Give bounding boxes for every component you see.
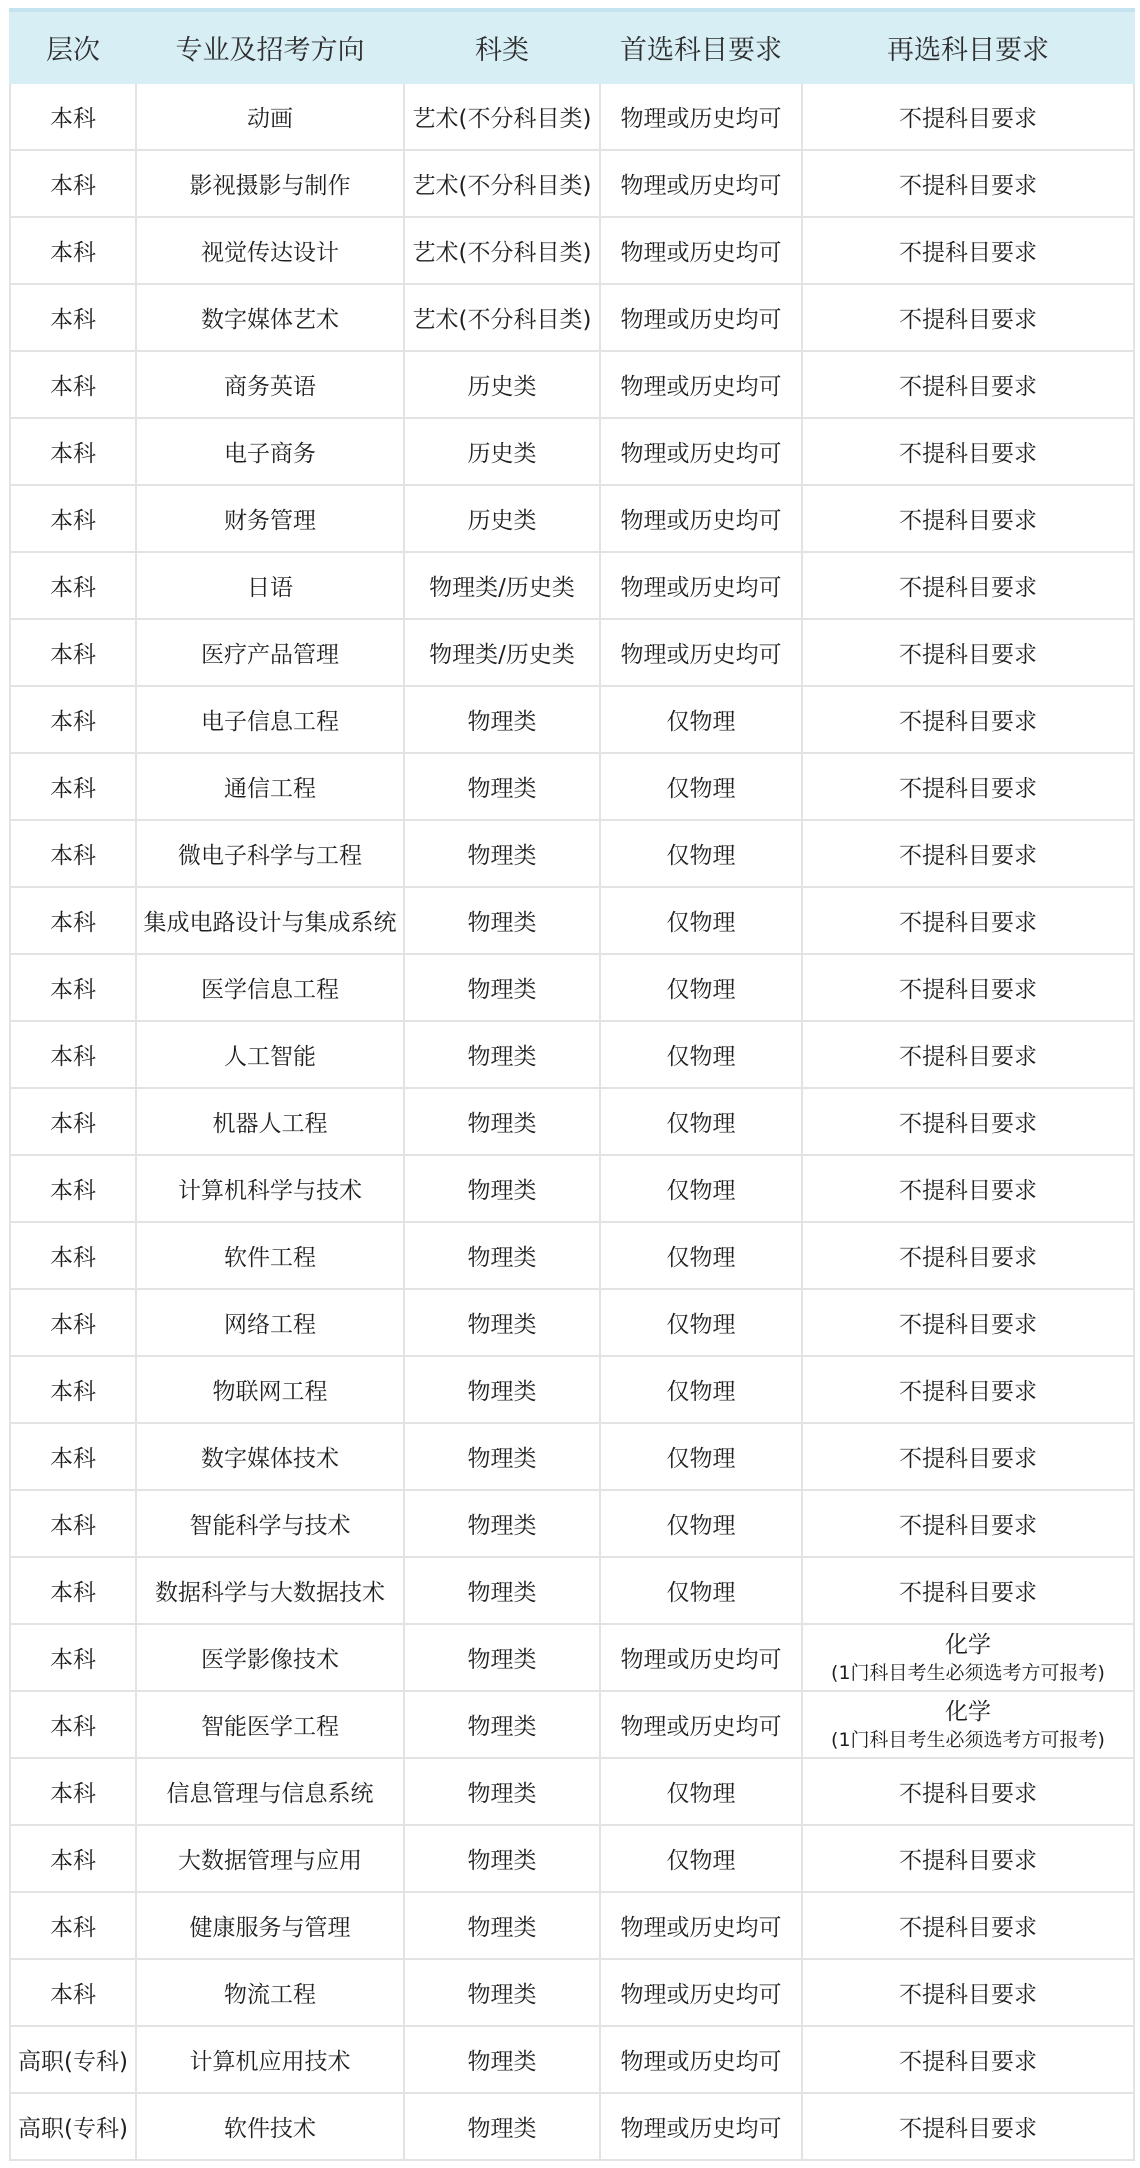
cell-level: 高职(专科) <box>10 2026 136 2093</box>
cell-second-subject: 不提科目要求 <box>802 1289 1134 1356</box>
table-row <box>10 1088 1134 1155</box>
cell-first-subject: 仅物理 <box>600 1490 802 1557</box>
cell-level: 本科 <box>10 1825 136 1892</box>
header-category: 科类 <box>404 10 600 83</box>
cell-second-subject: 不提科目要求 <box>802 418 1134 485</box>
cell-second-subject: 不提科目要求 <box>802 1892 1134 1959</box>
cell-major: 软件工程 <box>136 1222 404 1289</box>
cell-first-subject: 物理或历史均可 <box>600 1624 802 1691</box>
cell-level: 本科 <box>10 1356 136 1423</box>
cell-second-subject: 不提科目要求 <box>802 2026 1134 2093</box>
table-row <box>10 820 1134 887</box>
cell-level: 本科 <box>10 1021 136 1088</box>
cell-note-line: (1门科目考生必须选考方可报考) <box>831 1728 1105 1751</box>
cell-major: 医学信息工程 <box>136 954 404 1021</box>
cell-major: 日语 <box>136 552 404 619</box>
cell-first-subject: 物理或历史均可 <box>600 150 802 217</box>
cell-second-subject: 不提科目要求 <box>802 954 1134 1021</box>
cell-major: 健康服务与管理 <box>136 1892 404 1959</box>
table-row <box>10 552 1134 619</box>
cell-major: 电子信息工程 <box>136 686 404 753</box>
cell-category: 物理类 <box>404 1423 600 1490</box>
cell-major: 数据科学与大数据技术 <box>136 1557 404 1624</box>
cell-category: 物理类 <box>404 1490 600 1557</box>
table-row <box>10 1423 1134 1490</box>
cell-first-subject: 物理或历史均可 <box>600 217 802 284</box>
cell-major: 数字媒体技术 <box>136 1423 404 1490</box>
cell-category: 物理类 <box>404 1222 600 1289</box>
cell-major: 通信工程 <box>136 753 404 820</box>
cell-category: 艺术(不分科目类) <box>404 150 600 217</box>
cell-first-subject: 物理或历史均可 <box>600 2093 802 2160</box>
cell-first-subject: 仅物理 <box>600 1088 802 1155</box>
cell-category: 物理类 <box>404 1289 600 1356</box>
cell-first-subject: 仅物理 <box>600 1155 802 1222</box>
cell-category: 物理类/历史类 <box>404 552 600 619</box>
cell-second-subject: 不提科目要求 <box>802 217 1134 284</box>
cell-category: 物理类 <box>404 1624 600 1691</box>
table-row <box>10 1356 1134 1423</box>
cell-first-subject: 仅物理 <box>600 753 802 820</box>
cell-major: 机器人工程 <box>136 1088 404 1155</box>
cell-level: 本科 <box>10 418 136 485</box>
cell-major: 医学影像技术 <box>136 1624 404 1691</box>
cell-major: 智能科学与技术 <box>136 1490 404 1557</box>
cell-category: 艺术(不分科目类) <box>404 284 600 351</box>
cell-category: 物理类 <box>404 2026 600 2093</box>
cell-second-subject: 不提科目要求 <box>802 1222 1134 1289</box>
cell-first-subject: 仅物理 <box>600 1021 802 1088</box>
cell-second-subject: 不提科目要求 <box>802 150 1134 217</box>
cell-category: 历史类 <box>404 485 600 552</box>
table-row <box>10 485 1134 552</box>
cell-major: 信息管理与信息系统 <box>136 1758 404 1825</box>
cell-major: 动画 <box>136 83 404 150</box>
cell-major: 财务管理 <box>136 485 404 552</box>
cell-second-subject: 不提科目要求 <box>802 1423 1134 1490</box>
table-row <box>10 1490 1134 1557</box>
cell-level: 本科 <box>10 351 136 418</box>
header-major: 专业及招考方向 <box>136 10 404 83</box>
cell-first-subject: 仅物理 <box>600 820 802 887</box>
cell-main-line: 化学 <box>945 1631 991 1658</box>
cell-major: 软件技术 <box>136 2093 404 2160</box>
cell-category: 物理类 <box>404 2093 600 2160</box>
cell-first-subject: 仅物理 <box>600 1758 802 1825</box>
cell-level: 高职(专科) <box>10 2093 136 2160</box>
cell-second-subject: 不提科目要求 <box>802 284 1134 351</box>
cell-level: 本科 <box>10 1088 136 1155</box>
cell-first-subject: 物理或历史均可 <box>600 1691 802 1758</box>
cell-note-line: (1门科目考生必须选考方可报考) <box>831 1661 1105 1684</box>
cell-first-subject: 仅物理 <box>600 1289 802 1356</box>
cell-level: 本科 <box>10 1691 136 1758</box>
header-level: 层次 <box>10 10 136 83</box>
table-row <box>10 954 1134 1021</box>
cell-major: 商务英语 <box>136 351 404 418</box>
cell-major: 人工智能 <box>136 1021 404 1088</box>
cell-second-subject: 不提科目要求 <box>802 1155 1134 1222</box>
cell-first-subject: 物理或历史均可 <box>600 284 802 351</box>
cell-level: 本科 <box>10 150 136 217</box>
header-second-subject: 再选科目要求 <box>802 10 1134 83</box>
cell-major: 网络工程 <box>136 1289 404 1356</box>
subject-requirements-table <box>9 8 1135 2161</box>
cell-second-subject: 不提科目要求 <box>802 1959 1134 2026</box>
table-row <box>10 1021 1134 1088</box>
table-body <box>10 83 1134 2160</box>
cell-first-subject: 物理或历史均可 <box>600 2026 802 2093</box>
cell-level: 本科 <box>10 954 136 1021</box>
table-row <box>10 284 1134 351</box>
cell-level: 本科 <box>10 686 136 753</box>
cell-major: 数字媒体艺术 <box>136 284 404 351</box>
cell-first-subject: 物理或历史均可 <box>600 418 802 485</box>
cell-second-subject: 不提科目要求 <box>802 1088 1134 1155</box>
cell-major: 智能医学工程 <box>136 1691 404 1758</box>
cell-category: 艺术(不分科目类) <box>404 83 600 150</box>
cell-second-subject: 不提科目要求 <box>802 1021 1134 1088</box>
cell-level: 本科 <box>10 1758 136 1825</box>
cell-second-subject: 不提科目要求 <box>802 887 1134 954</box>
cell-first-subject: 物理或历史均可 <box>600 1959 802 2026</box>
cell-second-subject: 不提科目要求 <box>802 485 1134 552</box>
cell-major: 微电子科学与工程 <box>136 820 404 887</box>
table-row <box>10 1758 1134 1825</box>
cell-first-subject: 仅物理 <box>600 1557 802 1624</box>
table-row <box>10 217 1134 284</box>
cell-category: 物理类 <box>404 954 600 1021</box>
table-row <box>10 619 1134 686</box>
cell-level: 本科 <box>10 1557 136 1624</box>
table-row <box>10 1691 1134 1758</box>
cell-major: 视觉传达设计 <box>136 217 404 284</box>
cell-first-subject: 物理或历史均可 <box>600 485 802 552</box>
table-row <box>10 1155 1134 1222</box>
table-row <box>10 753 1134 820</box>
cell-first-subject: 仅物理 <box>600 1825 802 1892</box>
cell-second-subject: 不提科目要求 <box>802 351 1134 418</box>
cell-level: 本科 <box>10 1222 136 1289</box>
cell-second-subject <box>802 1691 1134 1758</box>
cell-major: 大数据管理与应用 <box>136 1825 404 1892</box>
cell-category: 物理类 <box>404 1155 600 1222</box>
table-row <box>10 887 1134 954</box>
cell-second-subject: 不提科目要求 <box>802 83 1134 150</box>
cell-first-subject: 仅物理 <box>600 1423 802 1490</box>
table-row <box>10 418 1134 485</box>
cell-category: 物理类 <box>404 1356 600 1423</box>
cell-first-subject: 物理或历史均可 <box>600 351 802 418</box>
table-row <box>10 150 1134 217</box>
cell-category: 物理类 <box>404 1021 600 1088</box>
cell-category: 物理类 <box>404 1691 600 1758</box>
cell-level: 本科 <box>10 1155 136 1222</box>
cell-major: 物联网工程 <box>136 1356 404 1423</box>
cell-major: 电子商务 <box>136 418 404 485</box>
cell-first-subject: 物理或历史均可 <box>600 619 802 686</box>
cell-level: 本科 <box>10 485 136 552</box>
cell-level: 本科 <box>10 1423 136 1490</box>
cell-second-subject: 不提科目要求 <box>802 552 1134 619</box>
cell-first-subject: 物理或历史均可 <box>600 1892 802 1959</box>
table-header-row <box>10 10 1134 83</box>
cell-major: 医疗产品管理 <box>136 619 404 686</box>
cell-second-subject: 不提科目要求 <box>802 1557 1134 1624</box>
cell-second-subject: 不提科目要求 <box>802 1490 1134 1557</box>
cell-major: 影视摄影与制作 <box>136 150 404 217</box>
cell-second-subject: 不提科目要求 <box>802 619 1134 686</box>
cell-level: 本科 <box>10 83 136 150</box>
cell-level: 本科 <box>10 887 136 954</box>
cell-second-subject: 不提科目要求 <box>802 820 1134 887</box>
cell-major: 集成电路设计与集成系统 <box>136 887 404 954</box>
table-row <box>10 1557 1134 1624</box>
cell-level: 本科 <box>10 217 136 284</box>
cell-category: 物理类 <box>404 1758 600 1825</box>
cell-second-subject: 不提科目要求 <box>802 686 1134 753</box>
table-row <box>10 2026 1134 2093</box>
cell-second-subject: 不提科目要求 <box>802 1825 1134 1892</box>
cell-major: 计算机科学与技术 <box>136 1155 404 1222</box>
cell-level: 本科 <box>10 1490 136 1557</box>
table-row <box>10 1222 1134 1289</box>
cell-level: 本科 <box>10 753 136 820</box>
cell-first-subject: 仅物理 <box>600 887 802 954</box>
cell-second-subject: 不提科目要求 <box>802 2093 1134 2160</box>
cell-first-subject: 仅物理 <box>600 954 802 1021</box>
cell-level: 本科 <box>10 1624 136 1691</box>
cell-first-subject: 仅物理 <box>600 1222 802 1289</box>
table-row <box>10 1624 1134 1691</box>
cell-first-subject: 物理或历史均可 <box>600 552 802 619</box>
cell-category: 物理类 <box>404 1088 600 1155</box>
cell-category: 物理类 <box>404 887 600 954</box>
table-row <box>10 351 1134 418</box>
cell-category: 物理类 <box>404 820 600 887</box>
table-row <box>10 1825 1134 1892</box>
cell-category: 历史类 <box>404 418 600 485</box>
cell-major: 物流工程 <box>136 1959 404 2026</box>
cell-category: 物理类 <box>404 1959 600 2026</box>
table-row <box>10 1959 1134 2026</box>
cell-category: 艺术(不分科目类) <box>404 217 600 284</box>
cell-category: 物理类 <box>404 753 600 820</box>
cell-second-subject: 不提科目要求 <box>802 753 1134 820</box>
cell-second-subject <box>802 1624 1134 1691</box>
cell-level: 本科 <box>10 552 136 619</box>
cell-category: 物理类 <box>404 1892 600 1959</box>
cell-second-subject: 不提科目要求 <box>802 1758 1134 1825</box>
cell-level: 本科 <box>10 1289 136 1356</box>
table-row <box>10 83 1134 150</box>
cell-first-subject: 物理或历史均可 <box>600 83 802 150</box>
table-row <box>10 1289 1134 1356</box>
cell-second-subject: 不提科目要求 <box>802 1356 1134 1423</box>
cell-level: 本科 <box>10 1892 136 1959</box>
table-row <box>10 2093 1134 2160</box>
table-row <box>10 686 1134 753</box>
cell-level: 本科 <box>10 820 136 887</box>
cell-main-line: 化学 <box>945 1698 991 1725</box>
cell-category: 物理类 <box>404 1825 600 1892</box>
cell-category: 物理类 <box>404 686 600 753</box>
cell-first-subject: 仅物理 <box>600 686 802 753</box>
cell-category: 物理类/历史类 <box>404 619 600 686</box>
cell-level: 本科 <box>10 284 136 351</box>
cell-first-subject: 仅物理 <box>600 1356 802 1423</box>
cell-category: 历史类 <box>404 351 600 418</box>
cell-level: 本科 <box>10 619 136 686</box>
table-row <box>10 1892 1134 1959</box>
cell-major: 计算机应用技术 <box>136 2026 404 2093</box>
cell-level: 本科 <box>10 1959 136 2026</box>
cell-category: 物理类 <box>404 1557 600 1624</box>
header-first-subject: 首选科目要求 <box>600 10 802 83</box>
subject-requirements-table-container <box>9 8 1133 2161</box>
